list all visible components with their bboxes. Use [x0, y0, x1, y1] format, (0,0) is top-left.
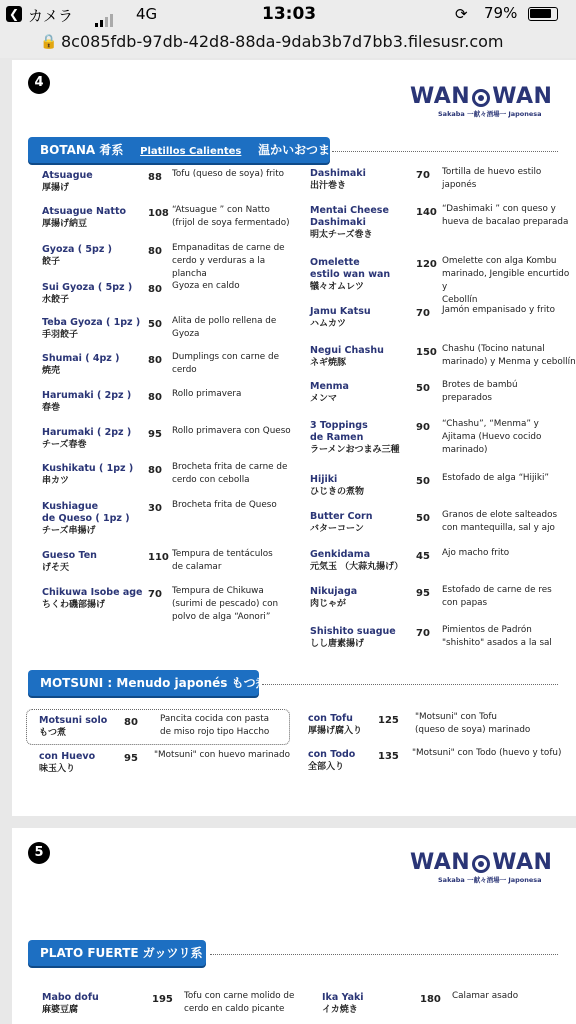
menu-item-description: Calamar asado	[452, 991, 519, 1001]
item-name-jp: 明太チーズ巻き	[310, 230, 373, 240]
menu-item-name	[310, 345, 384, 369]
item-name-jp: 麻婆豆腐	[42, 1005, 79, 1015]
carrier-label: カメラ	[28, 7, 74, 25]
rotation-lock-icon: ⟳	[455, 5, 468, 23]
item-name-jp: チーズ串揚げ	[42, 526, 96, 536]
logo-circle-icon	[472, 855, 490, 873]
item-name-jp: 味玉入り	[39, 764, 76, 774]
network-type: 4G	[136, 5, 158, 23]
menu-item-description: Pancita cocida con pasta de miso rojo tipo Haccho	[160, 714, 270, 737]
menu-item-description: Pimientos de Padrón "shishito" asados a la sal	[442, 625, 552, 648]
menu-item-name	[310, 586, 357, 610]
logo-text-left: WAN	[410, 850, 471, 875]
menu-item-description: Omelette con alga Kombu marinado, Jengible encurtido y Cebollín	[442, 256, 570, 305]
item-name-en: Ika Yaki	[322, 992, 364, 1003]
menu-item-price: 95	[148, 429, 162, 440]
item-name-en-2: de Queso ( 1pz )	[42, 513, 130, 524]
item-name-en: 3 Toppings	[310, 420, 368, 431]
item-name-en: Jamu Katsu	[310, 306, 371, 317]
motsuni-banner: MOTSUNI : Menudo japonés もつ煮	[28, 670, 259, 696]
item-name-en: Mentai Cheese	[310, 205, 389, 216]
item-name-jp: チーズ春巻	[42, 440, 87, 450]
menu-item-price: 70	[416, 628, 430, 639]
menu-item-name	[310, 626, 396, 650]
menu-item-price: 110	[148, 552, 169, 563]
item-name-en-2: Dashimaki	[310, 217, 366, 228]
item-name-en: con Tofu	[308, 713, 353, 724]
item-name-en: Omelette	[310, 257, 360, 268]
item-name-en: Gueso Ten	[42, 550, 97, 561]
menu-item-price: 95	[416, 588, 430, 599]
menu-item-name	[310, 549, 403, 573]
menu-item-description: “Dashimaki ” con queso y hueva de bacalao preparada	[442, 204, 569, 227]
menu-item-name	[310, 306, 371, 330]
menu-item-description: Brocheta frita de carne de cerdo con cebolla	[172, 462, 288, 485]
item-name-en: Butter Corn	[310, 511, 373, 522]
divider	[332, 151, 558, 152]
item-name-en-2: de Ramen	[310, 432, 364, 443]
battery-icon	[528, 7, 558, 21]
menu-item-price: 70	[416, 308, 430, 319]
item-name-jp: 元気玉 （大蒜丸揚げ）	[310, 562, 404, 572]
item-name-en: Genkidama	[310, 549, 371, 560]
item-name-en: Menma	[310, 381, 349, 392]
menu-item-price: 88	[148, 172, 162, 183]
menu-item-name	[310, 168, 366, 192]
page-number: 5	[28, 842, 50, 864]
item-name-jp: イカ焼き	[322, 1005, 358, 1015]
clock: 13:03	[262, 4, 317, 24]
menu-item-price: 95	[124, 753, 138, 764]
menu-item-description: Tempura de tentáculos de calamar	[172, 549, 273, 572]
logo-text-right: WAN	[492, 84, 553, 109]
item-name-en: Kushiague	[42, 501, 99, 512]
menu-item-name	[42, 244, 112, 268]
menu-item-description: "Motsuni" con Todo (huevo y tofu)	[412, 748, 562, 758]
menu-item-description: Ajo macho frito	[442, 548, 510, 558]
menu-item-description: Gyoza en caldo	[172, 281, 240, 291]
menu-item-price: 150	[416, 347, 437, 358]
lock-icon: 🔒	[40, 34, 58, 50]
item-name-jp: 出汁巻き	[310, 181, 347, 191]
item-name-jp: 肉じゃが	[310, 599, 347, 609]
menu-item-description: Rollo primavera con Queso	[172, 426, 291, 436]
item-name-en: Kushikatu ( 1pz )	[42, 463, 134, 474]
menu-item-price: 50	[416, 476, 430, 487]
menu-item-name	[42, 206, 126, 230]
item-name-jp: ひじきの煮物	[310, 487, 365, 497]
logo-text-left: WAN	[410, 84, 471, 109]
menu-item-price: 135	[378, 751, 399, 762]
item-name-jp: 春巻	[42, 403, 61, 413]
menu-item-description: Granos de elote salteados con mantequilla, sal y ajo	[442, 510, 558, 533]
item-name-en: Sui Gyoza ( 5pz )	[42, 282, 133, 293]
menu-item-description: Brocheta frita de Queso	[172, 500, 277, 510]
item-name-jp: もつ煮	[39, 728, 67, 738]
menu-item-name	[42, 501, 130, 537]
item-name-jp: 串カツ	[42, 476, 70, 486]
menu-item-name	[42, 390, 131, 414]
menu-item-description: Tempura de Chikuwa (surimi de pescado) con polvo de alga “Aonori”	[172, 586, 279, 622]
menu-item-description: Tofu con carne molido de cerdo en caldo picante	[184, 991, 295, 1014]
menu-item-description: Rollo primavera	[172, 389, 242, 399]
menu-item-name	[310, 205, 389, 241]
item-name-en: Negui Chashu	[310, 345, 384, 356]
menu-item-name	[42, 427, 131, 451]
divider	[262, 684, 558, 685]
menu-item-name	[42, 317, 140, 341]
menu-item-price: 50	[416, 513, 430, 524]
logo-subtitle: Sakaba 一献々酒場一 Japonesa	[438, 876, 542, 884]
menu-item-name	[322, 992, 364, 1016]
item-name-en: Shishito suague	[310, 626, 396, 637]
status-bar	[0, 0, 576, 28]
plato-fuerte-banner: PLATO FUERTE ガッツリ系	[28, 940, 206, 966]
menu-item-name	[308, 713, 362, 737]
menu-item-name	[310, 420, 399, 456]
menu-item-description: Estofado de carne de res con papas	[442, 585, 552, 608]
banner-subtitle: Platillos Calientes	[140, 146, 242, 157]
item-name-jp: げそ天	[42, 563, 70, 573]
item-name-jp: 焼売	[42, 366, 61, 376]
menu-item-description: “Chashu”, “Menma” y Ajitama (Huevo cocido marinado)	[442, 419, 542, 455]
menu-item-price: 90	[416, 422, 430, 433]
item-name-en: Motsuni solo	[39, 715, 108, 726]
item-name-jp: 全部入り	[308, 762, 345, 772]
botana-banner	[28, 137, 342, 163]
signal-icon	[95, 9, 115, 27]
menu-item-description: Dumplings con carne de cerdo	[172, 352, 279, 375]
item-name-jp: ちくわ磯部揚げ	[42, 600, 106, 610]
menu-item-price: 80	[148, 246, 162, 257]
menu-item-price: 125	[378, 715, 399, 726]
back-to-app-icon[interactable]: ❮	[6, 6, 22, 22]
menu-item-description: Jamón empanisado y frito	[442, 305, 556, 315]
menu-item-name	[310, 257, 390, 293]
menu-item-price: 80	[124, 717, 138, 728]
item-name-jp: 厚揚げ納豆	[42, 219, 88, 229]
banner-jp: 温かいおつまみ	[258, 143, 342, 157]
item-name-en: con Todo	[308, 749, 356, 760]
menu-item-name	[42, 353, 119, 377]
url-bar[interactable]	[0, 28, 576, 58]
item-name-jp: 餃子	[42, 257, 61, 267]
logo	[410, 84, 552, 109]
divider	[210, 954, 558, 955]
menu-item-price: 70	[148, 589, 162, 600]
menu-item-description: Empanaditas de carne de cerdo y verduras a la plancha	[172, 243, 285, 279]
menu-item-name	[308, 749, 355, 773]
battery-percent: 79%	[484, 4, 518, 22]
menu-item-description: Tofu (queso de soya) frito	[172, 169, 285, 179]
item-name-jp: ハムカツ	[310, 319, 347, 329]
menu-item-name	[310, 511, 372, 535]
item-name-jp: 手羽餃子	[42, 330, 79, 340]
item-name-en: Nikujaga	[310, 586, 358, 597]
item-name-en: Mabo dofu	[42, 992, 99, 1003]
item-name-en: Hijiki	[310, 474, 338, 485]
item-name-en: Gyoza ( 5pz )	[42, 244, 113, 255]
menu-item-name	[39, 751, 95, 775]
item-name-jp: しし唐素揚げ	[310, 639, 365, 649]
item-name-en: Shumai ( 4pz )	[42, 353, 120, 364]
item-name-jp: ネギ焼豚	[310, 358, 347, 368]
menu-page-4	[12, 60, 576, 816]
menu-item-price: 80	[148, 355, 162, 366]
menu-item-name	[310, 474, 364, 498]
menu-item-description: "Motsuni" con Tofu (queso de soya) marinado	[415, 712, 531, 735]
item-name-en: Atsuague Natto	[42, 206, 127, 217]
logo-subtitle: Sakaba 一献々酒場一 Japonesa	[438, 110, 542, 118]
menu-item-description: Estofado de alga “Hijiki”	[442, 473, 549, 483]
menu-item-name	[42, 992, 99, 1016]
menu-item-price: 80	[148, 284, 162, 295]
menu-item-price: 50	[148, 319, 162, 330]
item-name-jp: バターコーン	[310, 524, 364, 534]
menu-item-description: Chashu (Tocino natunal marinado) y Menma y cebollín	[442, 344, 576, 367]
menu-item-name	[42, 170, 93, 194]
menu-item-description: "Motsuni" con huevo marinado	[154, 750, 290, 760]
menu-item-price: 70	[416, 170, 430, 181]
menu-item-name	[310, 381, 349, 405]
item-name-jp: 厚揚げ	[42, 183, 70, 193]
page-number: 4	[28, 72, 50, 94]
item-name-en: Teba Gyoza ( 1pz )	[42, 317, 141, 328]
menu-item-price: 80	[148, 465, 162, 476]
item-name-en: Dashimaki	[310, 168, 366, 179]
item-name-en: con Huevo	[39, 751, 96, 762]
menu-item-name	[42, 463, 133, 487]
menu-item-description: Brotes de bambú preparados	[442, 380, 518, 403]
item-name-en: Atsuague	[42, 170, 93, 181]
menu-item-description: Tortilla de huevo estilo japonés	[442, 167, 542, 190]
menu-item-price: 108	[148, 208, 169, 219]
menu-item-description: Alita de pollo rellena de Gyoza	[172, 316, 277, 339]
menu-page-5	[12, 828, 576, 1024]
item-name-en-2: estilo wan wan	[310, 269, 391, 280]
logo-circle-icon	[472, 89, 490, 107]
menu-item-price: 45	[416, 551, 430, 562]
menu-item-price: 195	[152, 994, 173, 1005]
menu-item-name	[42, 587, 143, 611]
item-name-jp: 犠々オムレツ	[310, 282, 365, 292]
item-name-jp: 厚揚げ腐入り	[308, 726, 363, 736]
menu-item-name	[39, 715, 107, 739]
menu-item-price: 30	[148, 503, 162, 514]
item-name-jp: ラーメンおつまみ三種	[310, 445, 400, 455]
item-name-en: Harumaki ( 2pz )	[42, 427, 132, 438]
item-name-jp: メンマ	[310, 394, 338, 404]
logo-text-right: WAN	[492, 850, 553, 875]
item-name-jp: 水餃子	[42, 295, 70, 305]
logo	[410, 850, 552, 875]
menu-item-price: 120	[416, 259, 437, 270]
item-name-en: Chikuwa Isobe age	[42, 587, 143, 598]
menu-item-price: 140	[416, 207, 437, 218]
menu-item-name	[42, 550, 97, 574]
item-name-en: Harumaki ( 2pz )	[42, 390, 132, 401]
banner-title: BOTANA 肴系	[40, 143, 124, 157]
menu-item-name	[42, 282, 132, 306]
menu-item-price: 180	[420, 994, 441, 1005]
url-text: 8c085fdb-97db-42d8-88da-9dab3b7d7bb3.filesusr.com	[61, 32, 504, 51]
menu-item-description: “Atsuague ” con Natto (frijol de soya fermentado)	[172, 205, 290, 228]
menu-item-price: 80	[148, 392, 162, 403]
menu-item-price: 50	[416, 383, 430, 394]
